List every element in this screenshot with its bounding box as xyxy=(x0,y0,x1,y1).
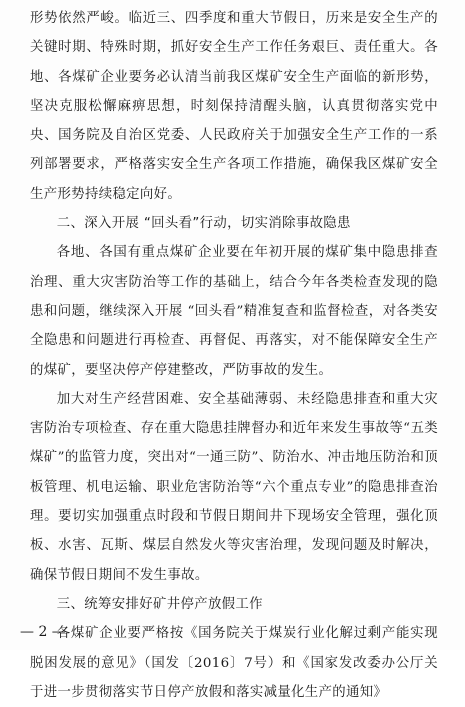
document-body xyxy=(30,4,438,707)
paragraph-shutdown-arrangement: 各煤矿企业要严格按《国务院关于煤炭行业化解过剩产能实现脱困发展的意见》（国发〔2016〕7号）和《国家发改委办公厅关于进一步贯彻落实节日停产放假和落实减量化生产的通知》 xyxy=(30,626,438,700)
paragraph-situation: 形势依然严峻。临近三、四季度和重大节假日，历来是安全生产的关键时期、特殊时期，抓好安全生产工作任务艰巨、责任重大。各地、各煤矿企业要务必认清当前我区煤矿安全生产面临的新形势，坚决克服松懈麻痹思想，时刻保持清醒头脑，认真贯彻落实党中央、国务院及自治区党委、人民政府关于加强安全生产工作的一系列部署要求，严格落实安全生产各项工作措施，确保我区煤矿安全生产形势持续稳定向好。 xyxy=(30,11,438,202)
section-heading-3: 三、统筹安排好矿井停产放假工作 xyxy=(56,596,263,612)
section-heading-2: 二、深入开展 “回头看”行动，切实消除事故隐患 xyxy=(56,216,351,232)
paragraph-hazard-review: 各地、各国有重点煤矿企业要在年初开展的煤矿集中隐患排查治理、重大灾害防治等工作的基础上，结合今年各类检查发现的隐患和问题，继续深入开展 “回头看”精准复查和监督检查，对各类安全隐患和问题进行再检查、再督促、再落实，对不能保障安全生产的煤矿，要坚决停产停建整改，严防事故的发生。 xyxy=(30,245,438,378)
paragraph-supervision: 加大对生产经营困难、安全基础薄弱、未经隐患排查和重大灾害防治专项检查、存在重大隐患挂牌督办和近年来发生事故等“五类煤矿”的监管力度，突出对“一通三防”、防治水、冲击地压防治和顶板管理、机电运输、职业危害防治等“六个重点专业”的隐患排查治理。要切实加强重点时段和节假日期间井下现场安全管理，强化顶板、水害、瓦斯、煤层自然发火等灾害治理，发现问题及时解决，确保节假日期间不发生事故。 xyxy=(30,391,438,583)
page-number: — 2 — xyxy=(20,624,66,640)
